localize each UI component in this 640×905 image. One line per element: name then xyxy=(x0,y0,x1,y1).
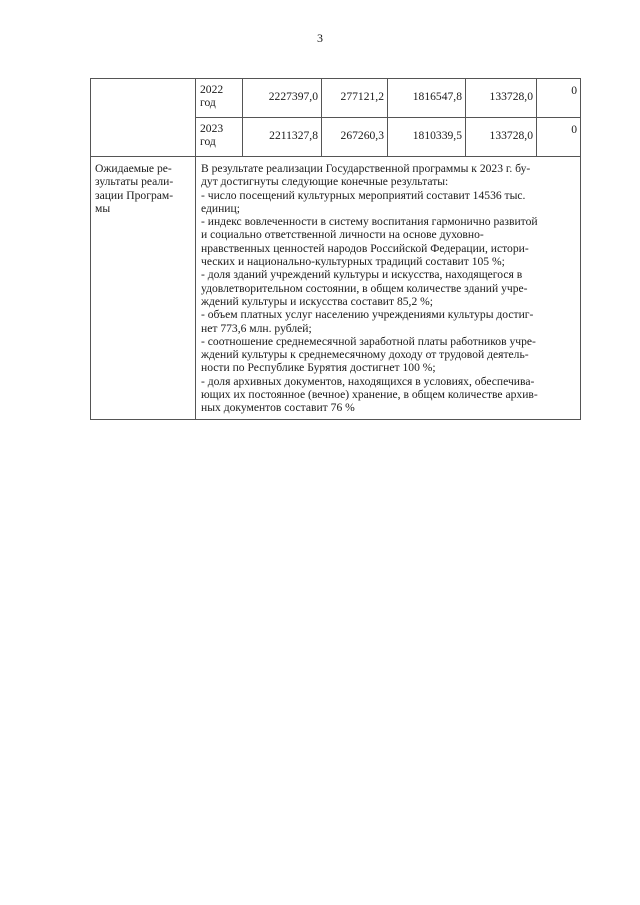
result-line: - доля архивных документов, находящихся в условиях, обеспечива- xyxy=(201,374,535,388)
label-line: зультаты реали- xyxy=(95,175,174,189)
expected-results-row xyxy=(91,157,581,420)
result-line: ности по Республике Бурятия достигнет 100 %; xyxy=(201,361,436,375)
year-value: 2023 xyxy=(200,122,224,135)
result-line: В результате реализации Государственной программы к 2023 г. бу- xyxy=(201,162,531,175)
result-line: ждений культуры и искусства составит 85,2 %; xyxy=(201,294,434,308)
year-cell xyxy=(196,118,243,157)
federal-amount: 267260,3 xyxy=(322,118,388,157)
label-line: зации Програм- xyxy=(95,188,174,202)
result-line: и социально ответственной личности на основе духовно- xyxy=(201,228,484,242)
expected-results-label xyxy=(91,157,196,420)
result-line: нет 773,6 млн. рублей; xyxy=(201,321,312,335)
other-amount: 0 xyxy=(537,118,581,157)
year-unit: год xyxy=(200,135,216,149)
empty-label-cell xyxy=(91,79,196,157)
total-amount: 2211327,8 xyxy=(243,118,322,157)
federal-amount: 277121,2 xyxy=(322,79,388,118)
year-cell xyxy=(196,79,243,118)
republic-amount: 1810339,5 xyxy=(388,118,466,157)
result-line: нравственных ценностей народов Российской Федерации, истори- xyxy=(201,241,529,255)
result-line: ческих и национально-культурных традиций составит 105 %; xyxy=(201,255,505,269)
year-value: 2022 xyxy=(200,83,224,96)
result-line: - соотношение среднемесячной заработной платы работников учре- xyxy=(201,334,536,348)
result-line: удовлетворительном состоянии, в общем количестве зданий учре- xyxy=(201,281,528,295)
finance-row-2022 xyxy=(91,79,581,118)
local-amount: 133728,0 xyxy=(466,79,537,118)
local-amount: 133728,0 xyxy=(466,118,537,157)
label-line: Ожидаемые ре- xyxy=(95,162,172,175)
republic-amount: 1816547,8 xyxy=(388,79,466,118)
expected-results-text xyxy=(196,157,581,420)
result-line: - доля зданий учреждений культуры и искусства, находящегося в xyxy=(201,268,523,282)
result-line: дут достигнуты следующие конечные результаты: xyxy=(201,175,449,189)
result-line: ных документов составит 76 % xyxy=(201,401,355,415)
total-amount: 2227397,0 xyxy=(243,79,322,118)
result-line: единиц; xyxy=(201,201,240,215)
program-passport-table xyxy=(90,78,581,420)
label-line: мы xyxy=(95,201,111,215)
result-line: - число посещений культурных мероприятий составит 14536 тыс. xyxy=(201,188,526,202)
result-line: ющих их постоянное (вечное) хранение, в общем количестве архив- xyxy=(201,388,538,402)
page-number: 3 xyxy=(317,31,323,45)
result-line: - индекс вовлеченности в систему воспитания гармонично развитой xyxy=(201,215,538,229)
result-line: ждений культуры к среднемесячному доходу от трудовой деятель- xyxy=(201,348,529,362)
other-amount: 0 xyxy=(537,79,581,118)
year-unit: год xyxy=(200,96,216,110)
result-line: - объем платных услуг населению учреждениями культуры достиг- xyxy=(201,308,534,322)
